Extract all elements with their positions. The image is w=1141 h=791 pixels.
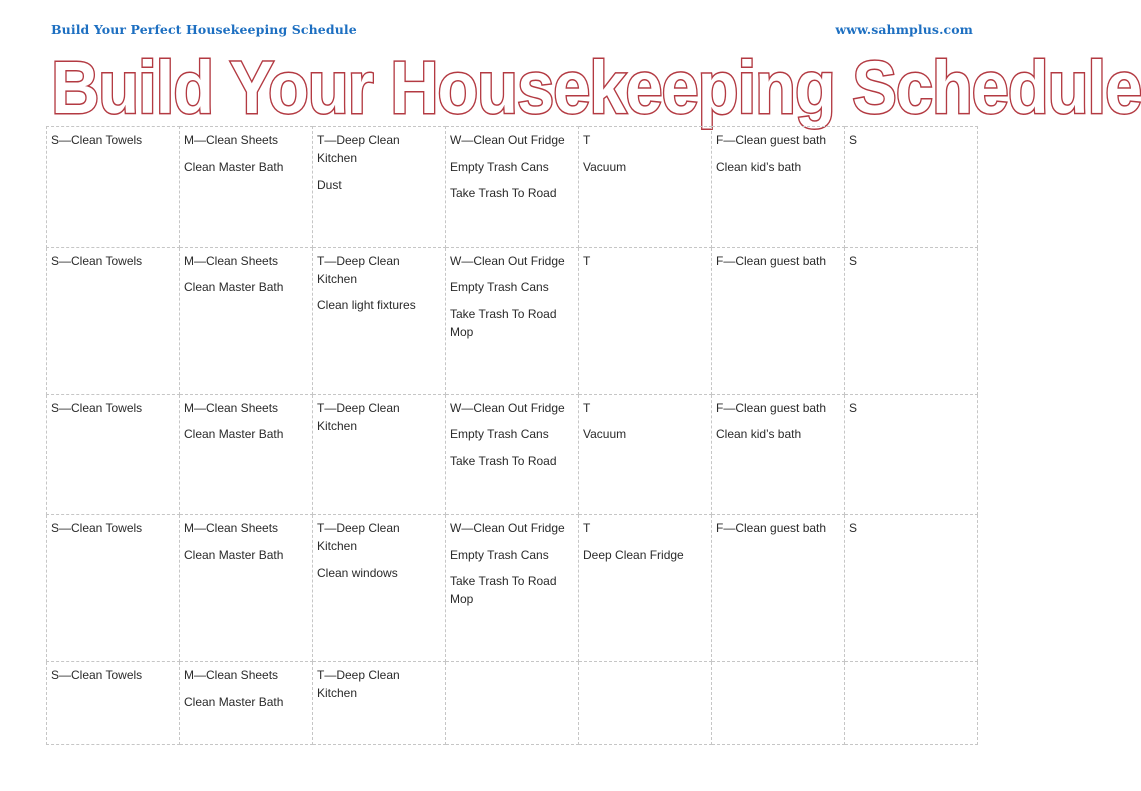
day-cell[interactable]	[313, 662, 446, 745]
day-task-primary: W—Clean Out Fridge	[450, 133, 565, 147]
schedule-grid	[46, 126, 978, 745]
day-cell[interactable]	[313, 515, 446, 662]
day-cell[interactable]	[47, 515, 180, 662]
day-cell[interactable]	[180, 394, 313, 515]
day-task-primary: S—Clean Towels	[51, 400, 143, 415]
day-task: Take Trash To Road Mop	[450, 574, 557, 607]
week-row	[47, 394, 978, 515]
day-cell[interactable]	[579, 515, 712, 662]
day-cell[interactable]	[579, 127, 712, 248]
website-link[interactable]: www.sahmplus.com	[835, 22, 973, 37]
day-cell[interactable]	[712, 662, 845, 745]
day-task-primary: F—Clean guest bath	[716, 253, 827, 268]
day-task: Clean Master Bath	[184, 280, 284, 295]
day-task-primary: F—Clean guest bath	[716, 521, 827, 536]
day-cell[interactable]	[47, 662, 180, 745]
day-task: Empty Trash Cans	[450, 547, 549, 562]
day-task-primary: T—Deep Clean Kitchen	[317, 253, 404, 286]
day-task-primary: T	[583, 400, 591, 415]
day-task-primary: T	[583, 133, 591, 147]
day-task-primary: S	[849, 400, 858, 415]
day-task-primary: W—Clean Out Fridge	[450, 253, 565, 268]
day-cell[interactable]	[579, 247, 712, 394]
day-task-primary: M—Clean Sheets	[184, 133, 279, 147]
day-cell[interactable]	[845, 515, 978, 662]
day-task: Empty Trash Cans	[450, 280, 549, 295]
day-cell[interactable]	[845, 247, 978, 394]
day-task-primary: T	[583, 521, 591, 536]
day-task: Clean windows	[317, 565, 398, 580]
day-cell[interactable]	[845, 394, 978, 515]
week-row	[47, 662, 978, 745]
day-cell[interactable]	[712, 247, 845, 394]
day-task-primary: S	[849, 521, 858, 536]
day-task-primary: M—Clean Sheets	[184, 521, 279, 536]
day-cell[interactable]	[446, 394, 579, 515]
day-task-primary: S—Clean Towels	[51, 253, 143, 268]
day-task: Clean Master Bath	[184, 547, 284, 562]
day-task-primary: F—Clean guest bath	[716, 133, 827, 147]
day-task: Empty Trash Cans	[450, 427, 549, 441]
day-task-primary: S—Clean Towels	[51, 133, 143, 147]
day-task-primary: M—Clean Sheets	[184, 400, 279, 415]
day-cell[interactable]	[446, 247, 579, 394]
day-task-primary: T—Deep Clean Kitchen	[317, 400, 404, 433]
day-cell[interactable]	[180, 515, 313, 662]
day-task-primary: M—Clean Sheets	[184, 668, 279, 682]
day-task: Dust	[317, 177, 342, 192]
day-cell[interactable]	[180, 127, 313, 248]
day-cell[interactable]	[446, 515, 579, 662]
day-cell[interactable]	[446, 662, 579, 745]
day-cell[interactable]	[712, 515, 845, 662]
day-task: Clean Master Bath	[184, 427, 284, 441]
week-row	[47, 247, 978, 394]
day-task: Clean kid’s bath	[716, 159, 802, 174]
day-task-primary: T—Deep Clean Kitchen	[317, 668, 404, 700]
week-row	[47, 127, 978, 248]
day-cell[interactable]	[180, 247, 313, 394]
week-row	[47, 515, 978, 662]
day-cell[interactable]	[47, 247, 180, 394]
day-task-primary: M—Clean Sheets	[184, 253, 279, 268]
day-cell[interactable]	[712, 127, 845, 248]
day-cell[interactable]	[313, 247, 446, 394]
day-task: Vacuum	[583, 427, 627, 441]
day-cell[interactable]	[47, 394, 180, 515]
day-task-primary: W—Clean Out Fridge	[450, 400, 565, 415]
day-task: Take Trash To Road	[450, 453, 557, 468]
day-task-primary: S	[849, 253, 858, 268]
day-task: Deep Clean Fridge	[583, 547, 684, 562]
day-task: Vacuum	[583, 159, 627, 174]
day-task-primary: T—Deep Clean Kitchen	[317, 521, 404, 554]
day-task: Empty Trash Cans	[450, 159, 549, 174]
day-task: Clean Master Bath	[184, 159, 284, 174]
day-cell[interactable]	[446, 127, 579, 248]
day-task: Clean light fixtures	[317, 298, 416, 313]
day-task: Clean Master Bath	[184, 694, 284, 709]
page-title: Build Your Housekeeping Schedule	[51, 46, 1141, 129]
day-task-primary: F—Clean guest bath	[716, 400, 827, 415]
day-task: Take Trash To Road Mop	[450, 306, 557, 339]
day-task-primary: T	[583, 253, 591, 268]
day-task: Clean kid’s bath	[716, 427, 802, 441]
day-cell[interactable]	[579, 394, 712, 515]
day-cell[interactable]	[313, 127, 446, 248]
day-cell[interactable]	[313, 394, 446, 515]
day-cell[interactable]	[845, 127, 978, 248]
day-cell[interactable]	[712, 394, 845, 515]
day-cell[interactable]	[47, 127, 180, 248]
header-title: Build Your Perfect Housekeeping Schedule	[51, 22, 357, 37]
day-task-primary: S—Clean Towels	[51, 668, 143, 682]
day-task-primary: S	[849, 133, 858, 147]
day-task-primary: T—Deep Clean Kitchen	[317, 133, 404, 165]
day-task-primary: W—Clean Out Fridge	[450, 521, 565, 536]
day-task: Take Trash To Road	[450, 186, 557, 200]
day-cell[interactable]	[180, 662, 313, 745]
day-task-primary: S—Clean Towels	[51, 521, 143, 536]
schedule-body	[47, 127, 978, 745]
day-cell[interactable]	[579, 662, 712, 745]
day-cell[interactable]	[845, 662, 978, 745]
